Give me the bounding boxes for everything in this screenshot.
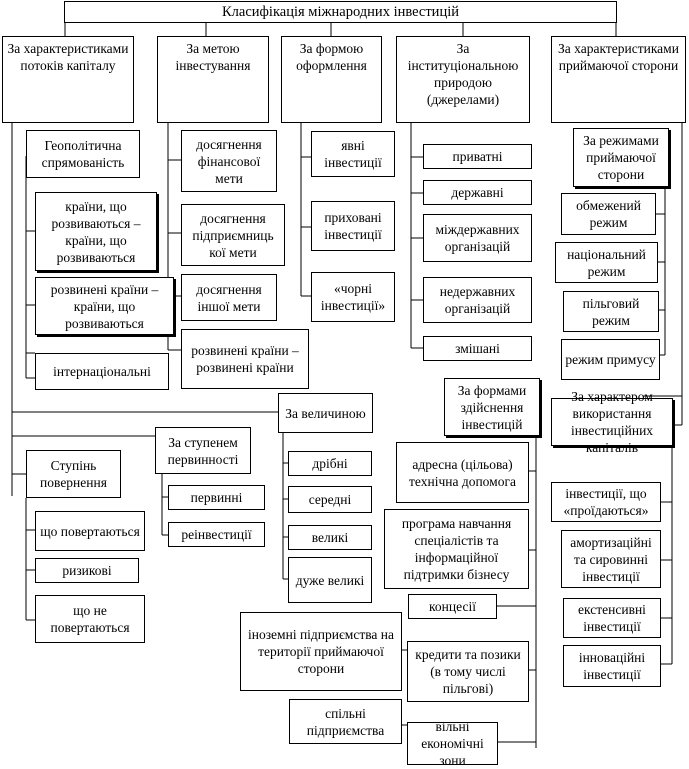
- institutional-private: приватні: [423, 144, 532, 169]
- usage-consumed: інвестиції, що «проїдаються»: [551, 482, 661, 522]
- category-goal: За метою інвестування: [157, 36, 269, 123]
- form-joint-ventures: спільні підприємства: [289, 699, 402, 744]
- return-not-returned: що не повертаються: [35, 595, 145, 643]
- form-foreign-enterprises: іноземні підприємства на території приймаючої сторони: [240, 612, 402, 691]
- usage-innovative: інноваційні інвестиції: [563, 645, 661, 687]
- institutional-intergovernmental: міждержавних організацій: [423, 214, 532, 262]
- geopolitical-direction: Геополітична спрямованість: [26, 130, 140, 178]
- regime-preferential: пільговий режим: [563, 291, 659, 332]
- usage-amortization: амортизаційні та сировинні інвестиції: [561, 530, 661, 588]
- diagram-title: Класифікація міжнародних інвестицій: [64, 1, 617, 23]
- form-hidden: приховані інвестиції: [311, 201, 395, 251]
- category-receiving: За характеристиками приймаючої сторони: [551, 36, 686, 123]
- institutional-state: державні: [423, 180, 532, 205]
- regime-limited: обмежений режим: [561, 193, 656, 235]
- category-flows: За характеристиками потоків капіталу: [2, 36, 134, 123]
- usage-extensive: екстенсивні інвестиції: [563, 598, 661, 638]
- form-black: «чорні інвестиції»: [311, 272, 395, 322]
- form-targeted-assistance: адресна (цільова) технічна допомога: [396, 442, 529, 503]
- flows-international: інтернаціональні: [35, 353, 169, 390]
- institutional-nongovernmental: недержавних організацій: [423, 277, 532, 323]
- size-large: великі: [288, 525, 372, 550]
- size-very-large: дуже великі: [288, 557, 372, 603]
- return-returned: що повертаються: [35, 511, 145, 551]
- size-medium: середні: [288, 486, 372, 513]
- return-degree-header: Ступінь повернення: [26, 450, 121, 498]
- receiving-regimes: За режимами приймаючої сторони: [573, 128, 669, 187]
- size-small: дрібні: [288, 451, 372, 476]
- form-training-program: програма навчання спеціалістів та інформаційної підтримки бізнесу: [384, 509, 529, 589]
- flows-developed-developing: розвинені країни – країни, що розвиваються: [35, 277, 174, 335]
- regime-coercion: режим примусу: [561, 339, 660, 380]
- primacy-primary: первинні: [168, 485, 265, 510]
- form-explicit: явні інвестиції: [311, 131, 395, 177]
- flows-developing-developing: країни, що розвиваються – країни, що розвиваються: [35, 192, 157, 271]
- regime-national: національний режим: [555, 242, 658, 283]
- usage-header: За характером використання інвестиційних капіталів: [551, 398, 673, 446]
- return-risky: ризикові: [35, 558, 139, 583]
- primacy-header: За ступенем первинності: [155, 427, 251, 474]
- form-concessions: концесії: [408, 594, 497, 619]
- flows-developed-developed: розвинені країни – розвинені країни: [181, 329, 309, 389]
- size-header: За величиною: [278, 393, 373, 433]
- institutional-mixed: змішані: [423, 336, 532, 361]
- primacy-reinvestment: реінвестиції: [168, 522, 265, 547]
- goal-entrepreneurial: досягнення підприємниць кої мети: [181, 204, 285, 266]
- form-credits-loans: кредити та позики (в тому числі пільгові): [407, 641, 529, 702]
- forms-implementation-header: За формами здійснення інвестицій: [444, 378, 540, 436]
- form-free-economic-zones: вільні економічні зони: [407, 722, 498, 765]
- goal-other: досягнення іншої мети: [181, 274, 277, 321]
- goal-financial: досягнення фінансової мети: [181, 130, 277, 192]
- category-institutional: За інституціональною природою (джерелами): [396, 36, 530, 123]
- category-form: За формою оформлення: [281, 36, 382, 123]
